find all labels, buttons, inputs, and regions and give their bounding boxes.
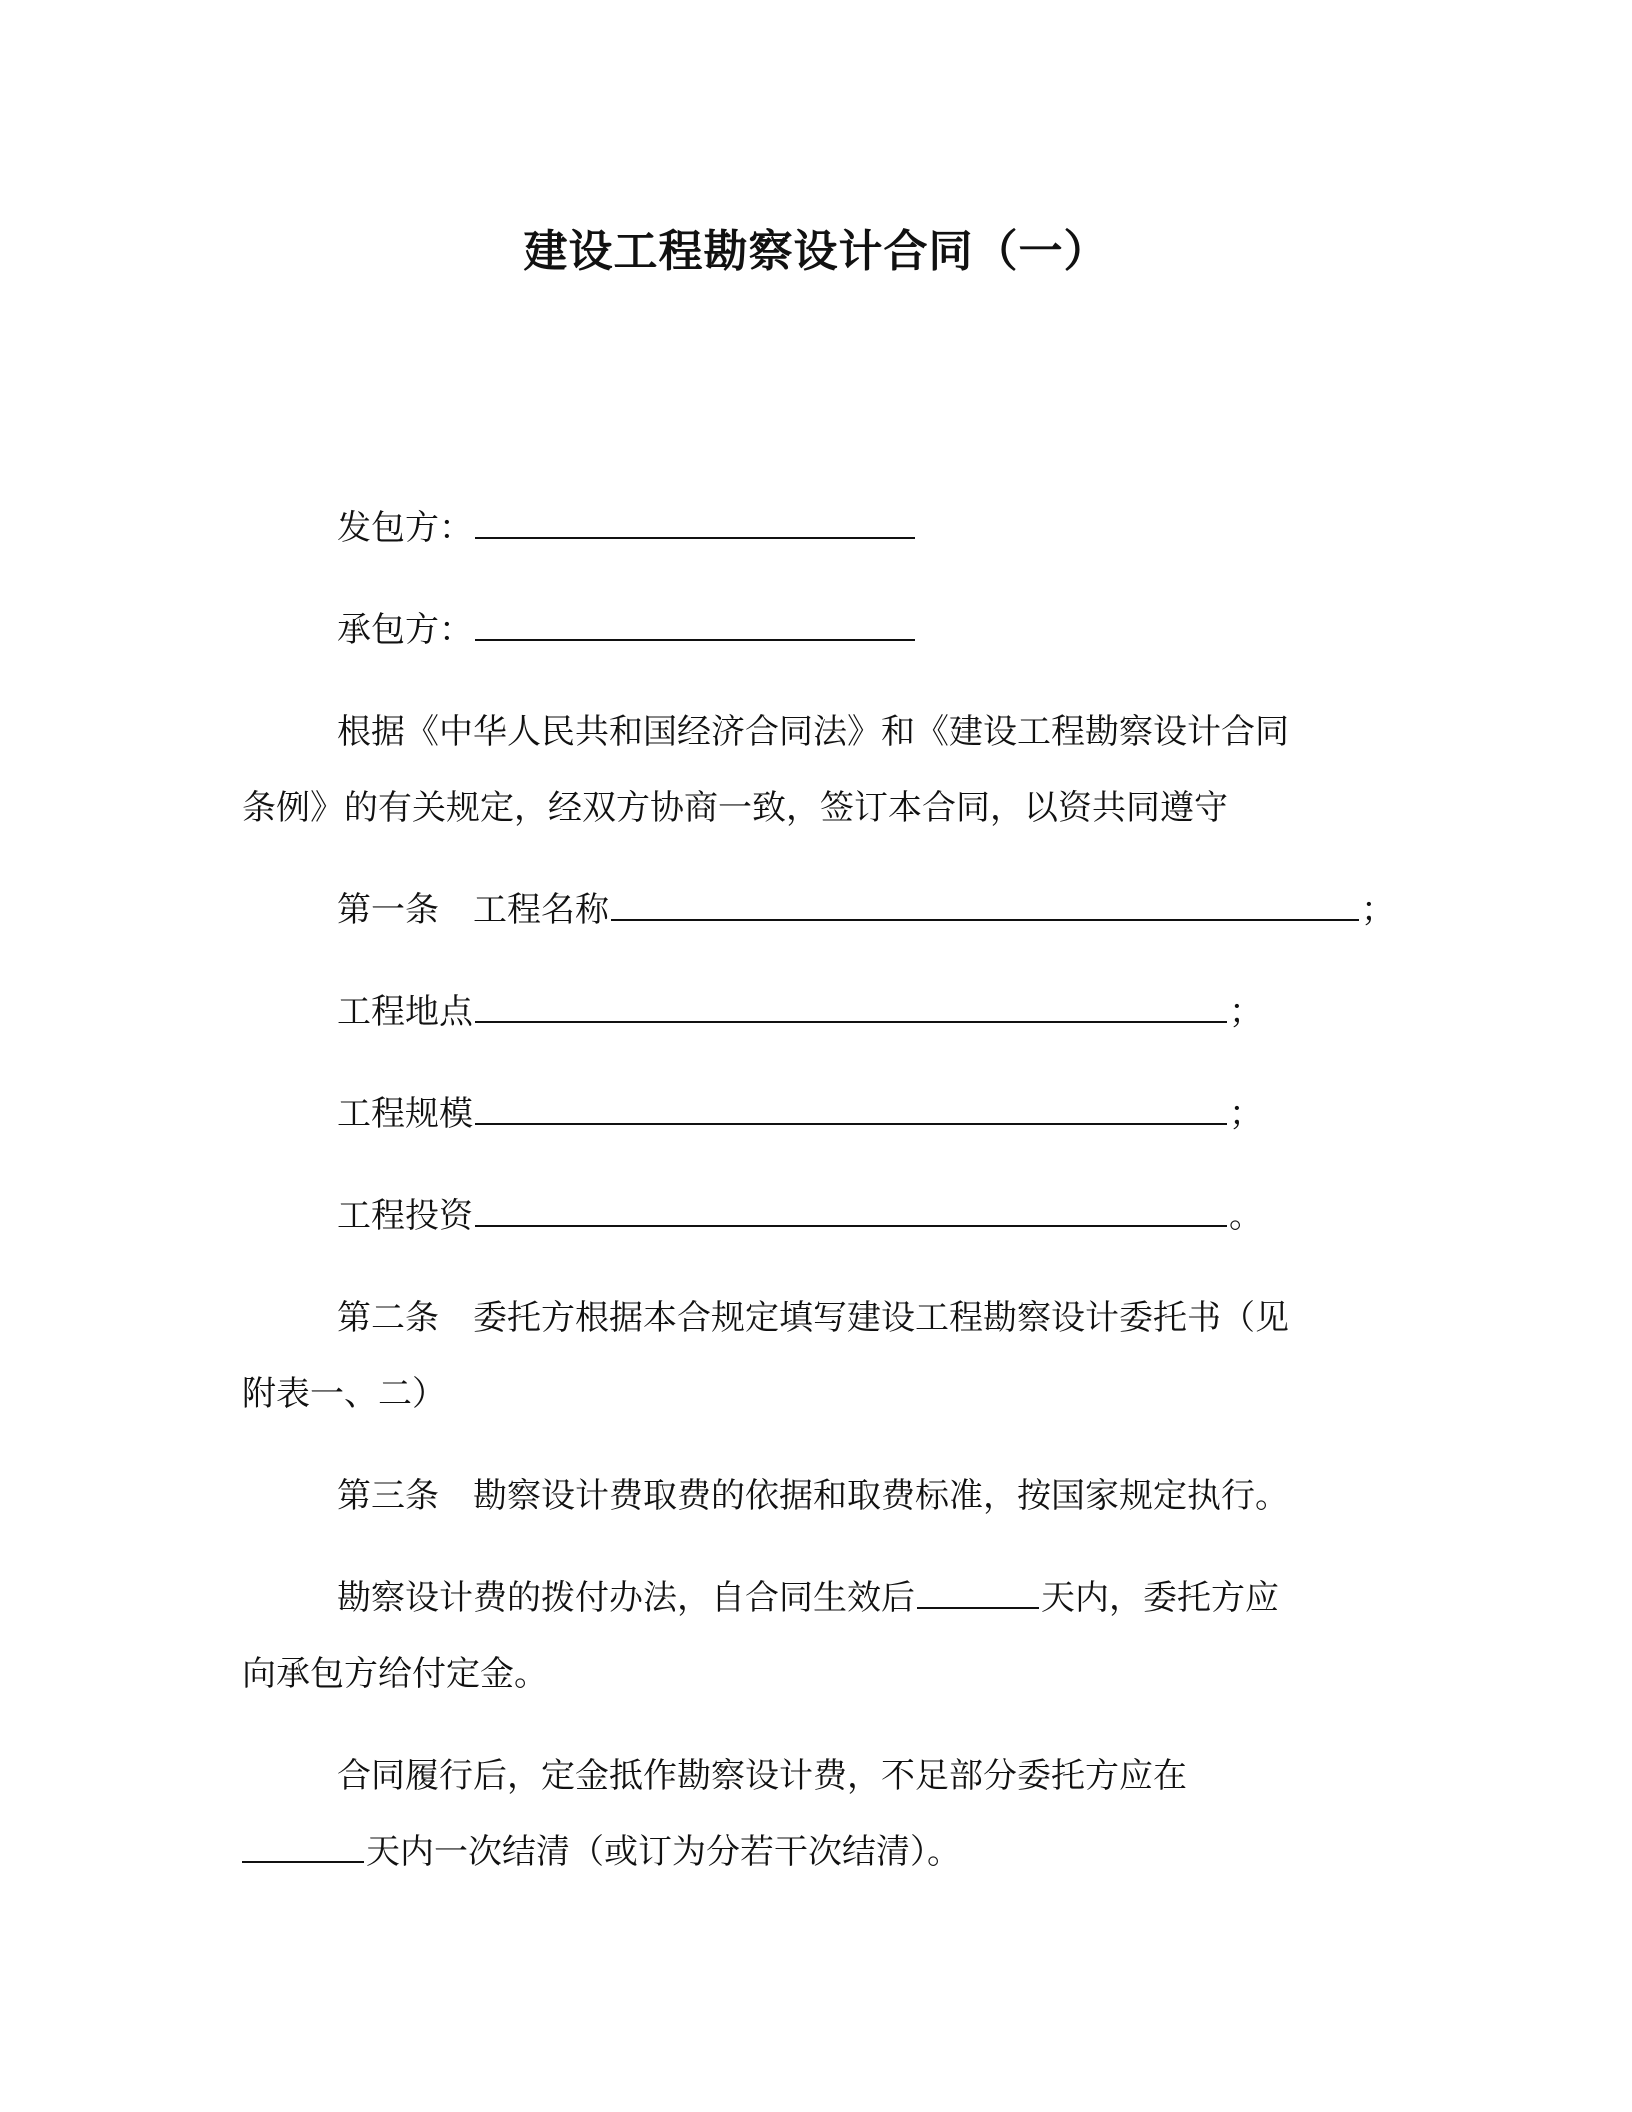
payment-line-2: 向承包方给付定金。 bbox=[242, 1654, 548, 1694]
scale-end: ； bbox=[1229, 1094, 1263, 1134]
party-b-label: 承包方： bbox=[337, 610, 473, 650]
investment-label: 工程投资 bbox=[337, 1196, 473, 1236]
scale-label: 工程规模 bbox=[337, 1094, 473, 1134]
preamble-line-1: 根据《中华人民共和国经济合同法》和《建设工程勘察设计合同 bbox=[337, 712, 1289, 752]
article-3-line: 第三条 勘察设计费取费的依据和取费标准，按国家规定执行。 bbox=[337, 1476, 1289, 1516]
scale-blank[interactable] bbox=[475, 1089, 1227, 1125]
preamble-line-2: 条例》的有关规定，经双方协商一致，签订本合同，以资共同遵守 bbox=[242, 788, 1228, 828]
payment-post: 天内，委托方应 bbox=[1041, 1578, 1279, 1618]
investment-end: 。 bbox=[1229, 1196, 1263, 1236]
location-label: 工程地点 bbox=[337, 992, 473, 1032]
article-1-label: 第一条 工程名称 bbox=[337, 890, 609, 930]
settlement-line-1: 合同履行后，定金抵作勘察设计费，不足部分委托方应在 bbox=[337, 1756, 1187, 1796]
article-1-line bbox=[242, 872, 1497, 948]
article-2-line-1: 第二条 委托方根据本合规定填写建设工程勘察设计委托书（见 bbox=[337, 1298, 1289, 1338]
location-end: ； bbox=[1229, 992, 1263, 1032]
settlement-days-blank[interactable] bbox=[242, 1827, 364, 1863]
investment-line bbox=[242, 1178, 1497, 1254]
party-a-blank[interactable] bbox=[475, 503, 915, 539]
payment-pre: 勘察设计费的拨付办法，自合同生效后 bbox=[337, 1578, 915, 1618]
location-blank[interactable] bbox=[475, 987, 1227, 1023]
payment-days-blank[interactable] bbox=[917, 1573, 1039, 1609]
party-a-line bbox=[242, 490, 1497, 566]
party-b-blank[interactable] bbox=[475, 605, 915, 641]
article-2-line-2: 附表一、二） bbox=[242, 1374, 446, 1414]
project-name-blank[interactable] bbox=[611, 885, 1359, 921]
document-title: 建设工程勘察设计合同（一） bbox=[523, 226, 1109, 277]
location-line bbox=[242, 974, 1497, 1050]
settlement-post: 天内一次结清（或订为分若干次结清）。 bbox=[366, 1832, 961, 1872]
payment-line-1 bbox=[242, 1560, 1497, 1636]
party-b-line bbox=[242, 592, 1497, 668]
article-1-end: ； bbox=[1361, 890, 1395, 930]
party-a-label: 发包方： bbox=[337, 508, 473, 548]
investment-blank[interactable] bbox=[475, 1191, 1227, 1227]
settlement-line-2 bbox=[242, 1814, 1402, 1890]
scale-line bbox=[242, 1076, 1497, 1152]
